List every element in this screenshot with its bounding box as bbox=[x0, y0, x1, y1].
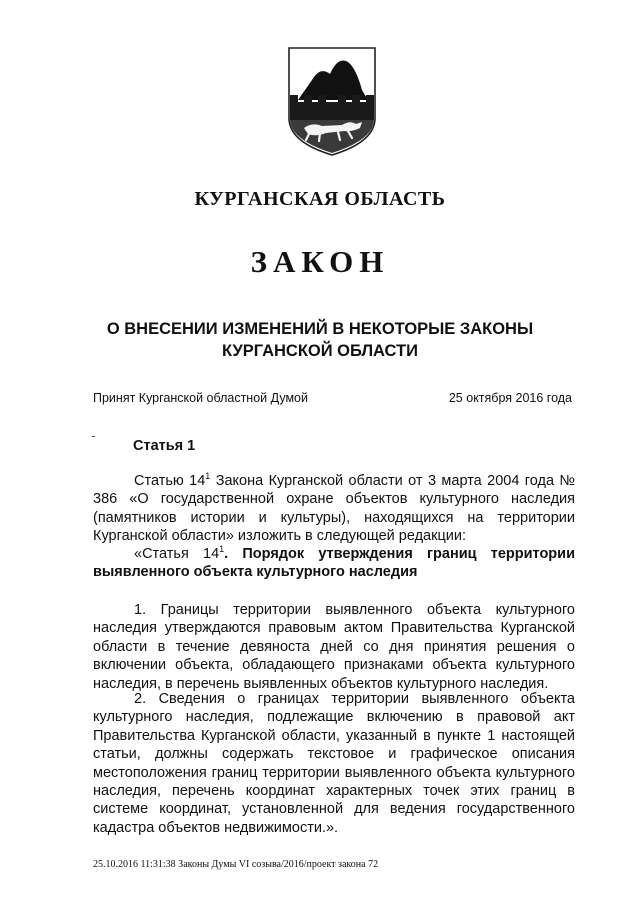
document-type: ЗАКОН bbox=[250, 244, 390, 279]
intro-text-end: Закона Курганской области от 3 марта 2004 года № 386 «О государственной охране объектов культурного наследия (памятников истории и культуры), находящихся на территории Курганской области» изложить в следующей редакции: bbox=[93, 473, 575, 545]
paragraph-2 bbox=[93, 690, 575, 837]
adopted-by: Принят Курганской областной Думой bbox=[93, 391, 308, 405]
superscript: 1 bbox=[205, 471, 211, 481]
article-heading: Статья 1 bbox=[133, 438, 196, 454]
paragraph-2-text: 2. Сведения о границах территории выявленного объекта культурного наследия, подлежащие включению в правовой акт Правительства Курганской области, указанный в пункте 1 настоящей статьи, должны содержать текстовое и графическое описания местоположения границ территории выявленного объекта культурного наследия, перечень координат характерных точек этих границ в системе координат, установленной для ведения государственного кадастра объектов недвижимости.». bbox=[93, 691, 575, 836]
footer-stamp: 25.10.2016 11:31:38 Законы Думы VI созыва/2016/проект закона 72 bbox=[93, 859, 379, 870]
coat-of-arms-icon bbox=[286, 46, 378, 158]
intro-text-start: Статью 14 bbox=[134, 473, 206, 489]
region-heading: КУРГАНСКАЯ ОБЛАСТЬ bbox=[194, 188, 446, 210]
scan-mark bbox=[92, 436, 95, 437]
paragraph-1 bbox=[93, 601, 575, 693]
superscript: 1 bbox=[219, 544, 225, 554]
new-article-label: «Статья 14 bbox=[134, 546, 220, 562]
title-line: КУРГАНСКОЙ ОБЛАСТИ bbox=[222, 342, 418, 360]
paragraph-1-text: 1. Границы территории выявленного объекта культурного наследия утверждаются правовым актом Правительства Курганской области в течение девяноста дней со дня принятия решения о включении объекта, обладающего признаками объекта культурного наследия, в перечень выявленных объектов культурного наследия. bbox=[93, 602, 575, 692]
new-article-heading: . Порядок утверждения границ территории выявленного объекта культурного наследия bbox=[93, 546, 575, 581]
adoption-date: 25 октября 2016 года bbox=[448, 391, 572, 405]
document-title bbox=[60, 318, 580, 362]
title-line: О ВНЕСЕНИИ ИЗМЕНЕНИЙ В НЕКОТОРЫЕ ЗАКОНЫ bbox=[106, 320, 534, 338]
article-intro-paragraph bbox=[93, 472, 575, 546]
new-article-title bbox=[93, 545, 575, 582]
